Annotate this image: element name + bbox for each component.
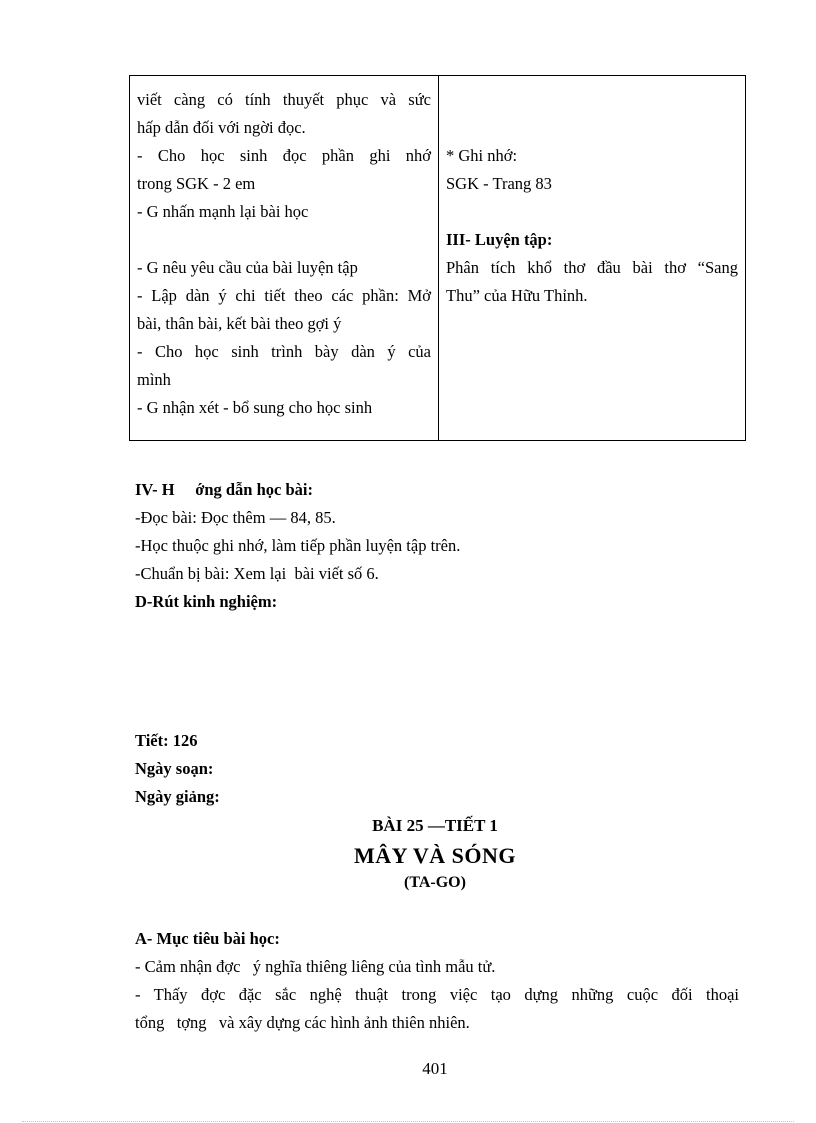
table-left-line: mình — [137, 370, 171, 389]
muc-tieu-section — [135, 925, 739, 1037]
lesson-title-line: BÀI 25 —TIẾT 1 — [372, 816, 498, 835]
luyen-tap-heading: III- Luyện tập: — [446, 230, 553, 249]
ghi-nho-reference: SGK - Trang 83 — [446, 174, 552, 193]
table-left-line: trong SGK - 2 em — [137, 174, 256, 193]
lesson-number: Tiết: 126 — [135, 731, 198, 750]
muc-tieu-item-continued: tổng tợng và xây dựng các hình ảnh thiên nhiên. — [135, 1013, 470, 1032]
lesson-title-main: MÂY VÀ SÓNG — [354, 843, 516, 868]
rut-kinh-nghiem-heading: D-Rút kinh nghiệm: — [135, 592, 278, 611]
muc-tieu-item: - Cảm nhận đợc ý nghĩa thiêng liêng của tình mẫu tử. — [135, 957, 496, 976]
muc-tieu-heading: A- Mục tiêu bài học: — [135, 929, 280, 948]
table-left-line: viết càng có tính thuyết phục và sức — [137, 90, 431, 109]
luyen-tap-line: Thu” của Hữu Thỉnh. — [446, 286, 588, 305]
teacher-activity-column — [130, 76, 439, 441]
huong-dan-section — [135, 476, 460, 616]
page-number: 401 — [422, 1059, 448, 1078]
content-column — [439, 76, 746, 441]
luyen-tap-line: Phân tích khổ thơ đầu bài thơ “Sang — [446, 258, 738, 277]
table-left-line: hấp dẫn đối với ngời đọc. — [137, 118, 306, 137]
page-bottom-edge — [22, 1121, 794, 1122]
lesson-plan-table — [129, 75, 746, 441]
lesson-title-author: (TA-GO) — [404, 874, 466, 891]
lesson-info — [135, 727, 220, 811]
table-right-spacer — [446, 114, 738, 142]
table-left-line: - Cho học sinh đọc phần ghi nhớ — [137, 146, 431, 165]
huong-dan-heading: IV- H ớng dẫn học bài: — [135, 480, 313, 499]
huong-dan-item: -Đọc bài: Đọc thêm — 84, 85. — [135, 508, 336, 527]
table-left-spacer — [137, 226, 431, 254]
table-left-line: - G nhấn mạnh lại bài học — [137, 202, 309, 221]
table-right-spacer — [446, 198, 738, 226]
table-left-line: - Lập dàn ý chi tiết theo các phần: Mở — [137, 286, 431, 305]
huong-dan-item: -Chuẩn bị bài: Xem lại bài viết số 6. — [135, 564, 379, 583]
table-left-line: - Cho học sinh trình bày dàn ý của — [137, 342, 431, 361]
table-left-line: - G nhận xét - bổ sung cho học sinh — [137, 398, 373, 417]
table-right-spacer — [446, 86, 738, 114]
table-left-line: - G nêu yêu cầu của bài luyện tập — [137, 258, 358, 277]
table-left-line: bài, thân bài, kết bài theo gợi ý — [137, 314, 342, 333]
huong-dan-item: -Học thuộc ghi nhớ, làm tiếp phần luyện tập trên. — [135, 536, 461, 555]
muc-tieu-item: - Thấy đợc đặc sắc nghệ thuật trong việc tạo dựng những cuộc đối thoại — [135, 985, 739, 1004]
teaching-date-label: Ngày giảng: — [135, 787, 220, 806]
ghi-nho-label: * Ghi nhớ: — [446, 146, 518, 165]
preparation-date-label: Ngày soạn: — [135, 759, 214, 778]
